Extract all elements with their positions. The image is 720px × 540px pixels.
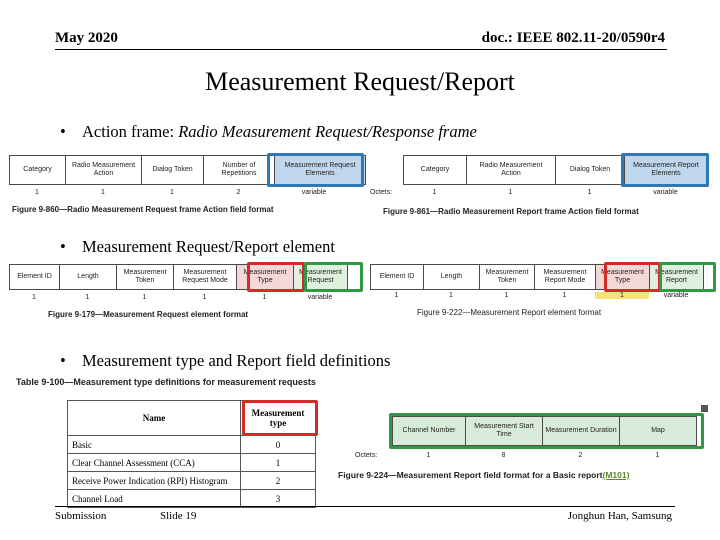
field-measurement-duration: Measurement Duration [542, 416, 620, 446]
bullet-dot: • [60, 237, 66, 256]
octet-value: 1 [655, 452, 660, 459]
field-radio-measurement-action: Radio Measurement Action [65, 155, 142, 185]
field-number-of-repetitions: Number of Repetitions [203, 155, 275, 185]
caption-table-9-100: Table 9-100—Measurement type definitions for measurement requests [16, 377, 316, 387]
octet-value: 1 [170, 189, 174, 196]
octet-value: 1 [394, 292, 399, 299]
highlight-report-elements [621, 153, 709, 187]
small-square-marker [701, 405, 708, 412]
bullet-prefix: Action frame: [82, 122, 179, 141]
table-cell-name: Channel Load [68, 490, 241, 508]
octet-value: 1 [587, 189, 592, 196]
caption-9-222: Figure 9-222—Measurement Report element format [417, 308, 602, 317]
octet-value: 1 [142, 294, 147, 301]
bullet-italic: Radio Measurement Request/Response frame [178, 122, 477, 141]
table-row [68, 454, 316, 472]
octet-value: 2 [236, 189, 241, 196]
table-cell-name: Clear Channel Assessment (CCA) [68, 454, 241, 472]
bullet-text: Measurement type and Report field definitions [82, 351, 391, 370]
table-row [68, 490, 316, 508]
octets-label: Octets: [370, 189, 393, 196]
field-measurement-start-time: Measurement Start Time [465, 416, 543, 446]
octet-value: 1 [562, 292, 567, 299]
caption-9-179: Figure 9-179—Measurement Request element format [48, 310, 249, 319]
field-measurement-report-elements: Measurement Report Elements [624, 155, 708, 185]
highlight-measurement-type [604, 262, 661, 292]
highlight-measurement-type [247, 262, 305, 292]
octet-value: 1 [504, 292, 509, 299]
field-measurement-report: Measurement Report [649, 264, 704, 290]
table-cell-name: Receive Power Indication (RPI) Histogram [68, 472, 241, 490]
table-cell-type: 3 [241, 490, 316, 508]
caption-9-861: Figure 9-861—Radio Measurement Report frame Action field format [383, 207, 639, 216]
highlight-measurement-report [659, 262, 716, 292]
octet-value: 1 [432, 189, 437, 196]
bullet-action-frame [60, 122, 477, 142]
table-cell-type: 2 [241, 472, 316, 490]
field-length: Length [423, 264, 480, 290]
bullet-type-definitions [60, 351, 390, 371]
caption-9-224 [338, 470, 629, 480]
field-measurement-request-mode: Measurement Request Mode [173, 264, 237, 290]
field-map: Map [619, 416, 697, 446]
caption-9-860: Figure 9-860—Radio Measurement Request frame Action field format [12, 205, 274, 214]
field-dialog-token: Dialog Token [555, 155, 625, 185]
table-header-name: Name [68, 401, 241, 436]
footer-slide-number: Slide 19 [160, 510, 197, 522]
header-date: May 2020 [55, 30, 118, 46]
octet-value: 8 [501, 452, 506, 459]
bullet-text: Measurement Request/Report element [82, 237, 335, 256]
table-row [68, 472, 316, 490]
bullet-dot: • [60, 351, 66, 370]
table-header-type: Measurement type [241, 401, 316, 436]
octet-value: variable [663, 292, 689, 299]
octet-value: 2 [578, 452, 583, 459]
octet-value: 1 [85, 294, 90, 301]
field-length: Length [59, 264, 117, 290]
footer-submission: Submission [55, 510, 107, 522]
caption-ref-m101: (M101) [602, 470, 630, 480]
octet-value-highlighted: 1 [595, 292, 649, 299]
field-measurement-type: Measurement Type [595, 264, 650, 290]
field-element-id: Element ID [9, 264, 60, 290]
field-element-id: Element ID [370, 264, 424, 290]
field-measurement-report-mode: Measurement Report Mode [534, 264, 596, 290]
header-divider [55, 49, 667, 50]
octets-label: Octets: [355, 452, 378, 459]
octet-value: 1 [202, 294, 207, 301]
highlight-basic-report [389, 413, 704, 449]
caption-text: Figure 9-224—Measurement Report field format for a Basic report [338, 470, 603, 480]
slide-title: Measurement Request/Report [205, 67, 515, 96]
octet-value: 1 [35, 189, 39, 196]
octet-value: 1 [449, 292, 453, 299]
highlight-measurement-request [304, 262, 363, 292]
field-measurement-token: Measurement Token [479, 264, 535, 290]
octet-value: 1 [101, 189, 105, 196]
highlight-table-type-column [242, 400, 318, 436]
field-dialog-token: Dialog Token [141, 155, 204, 185]
footer-author: Jonghun Han, Samsung [567, 510, 672, 522]
field-measurement-token: Measurement Token [116, 264, 174, 290]
field-measurement-request: Measurement Request [293, 264, 348, 290]
octet-value: variable [653, 189, 678, 196]
table-cell-name: Basic [68, 436, 241, 454]
highlight-request-elements [267, 153, 364, 187]
field-measurement-type: Measurement Type [236, 264, 294, 290]
octet-value: 1 [426, 452, 431, 459]
field-measurement-request-elements: Measurement Request Elements [274, 155, 366, 185]
bullet-dot: • [60, 122, 66, 141]
header-doc-id: doc.: IEEE 802.11-20/0590r4 [481, 30, 665, 46]
octet-value: variable [301, 189, 327, 196]
table-cell-type: 0 [241, 436, 316, 454]
field-channel-number: Channel Number [392, 416, 466, 446]
table-cell-type: 1 [241, 454, 316, 472]
octet-value: 1 [262, 294, 267, 301]
bullet-element [60, 237, 335, 257]
field-category: Category [403, 155, 467, 185]
field-category: Category [9, 155, 66, 185]
octet-value: variable [307, 294, 333, 301]
table-row [68, 436, 316, 454]
octet-value: 1 [508, 189, 513, 196]
octet-value: 1 [32, 294, 36, 301]
field-radio-measurement-action: Radio Measurement Action [466, 155, 556, 185]
footer-divider [55, 506, 675, 507]
